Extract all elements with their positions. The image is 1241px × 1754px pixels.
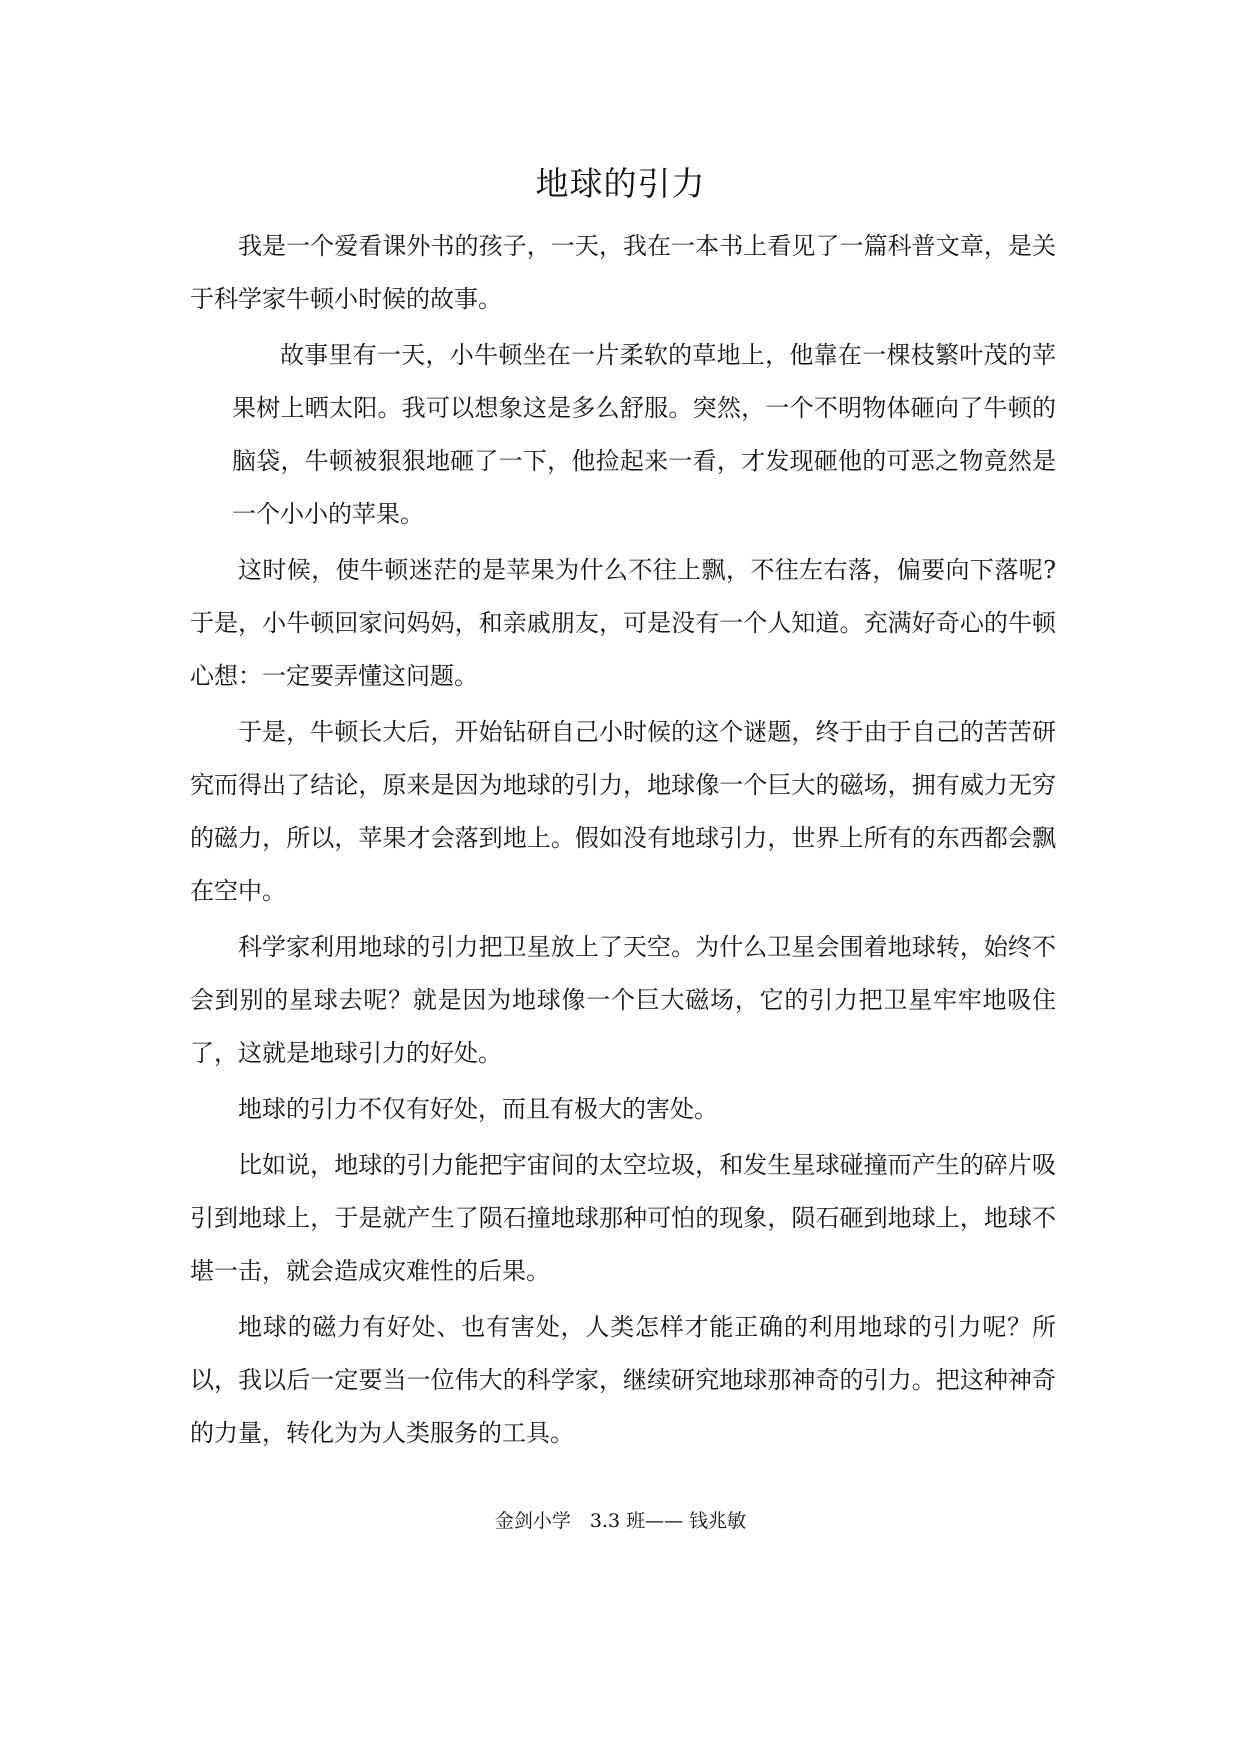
- paragraph-2: 故事里有一天，小牛顿坐在一片柔软的草地上，他靠在一棵枝繁叶茂的苹果树上晒太阳。我可以想象这是多么舒服。突然，一个不明物体砸向了牛顿的脑袋，牛顿被狠狠地砸了一下，他捡起来一看，才发现砸他的可恶之物竟然是一个小小的苹果。: [232, 341, 1056, 528]
- paragraph-1: 我是一个爱看课外书的孩子，一天，我在一本书上看见了一篇科普文章，是关于科学家牛顿小时候的故事。: [190, 232, 1056, 313]
- paragraph-4: 于是，牛顿长大后，开始钻研自己小时候的这个谜题，终于由于自己的苦苦研究而得出了结论，原来是因为地球的引力，地球像一个巨大的磁场，拥有威力无穷的磁力，所以，苹果才会落到地上。假如没有地球引力，世界上所有的东西都会飘在空中。: [190, 718, 1056, 905]
- document-body: [190, 220, 1056, 1463]
- paragraph-8: 地球的磁力有好处、也有害处，人类怎样才能正确的利用地球的引力呢？所以，我以后一定要当一位伟大的科学家，继续研究地球那神奇的引力。把这种神奇的力量，转化为为人类服务的工具。: [190, 1313, 1056, 1447]
- paragraph-6: 地球的引力不仅有好处，而且有极大的害处。: [238, 1095, 718, 1123]
- paragraph-7: 比如说，地球的引力能把宇宙间的太空垃圾，和发生星球碰撞而产生的碎片吸引到地球上，于是就产生了陨石撞地球那种可怕的现象，陨石砸到地球上，地球不堪一击，就会造成灾难性的后果。: [190, 1151, 1056, 1285]
- paragraph-3: 这时候，使牛顿迷茫的是苹果为什么不往上飘，不往左右落，偏要向下落呢?于是，小牛顿回家问妈妈，和亲戚朋友，可是没有一个人知道。充满好奇心的牛顿心想：一定要弄懂这问题。: [190, 556, 1056, 690]
- paragraph-5: 科学家利用地球的引力把卫星放上了天空。为什么卫星会围着地球转，始终不会到别的星球去呢？就是因为地球像一个巨大磁场，它的引力把卫星牢牢地吸住了，这就是地球引力的好处。: [190, 933, 1056, 1067]
- document-title: 地球的引力: [535, 164, 706, 203]
- author-signature: 金剑小学 3.3 班—— 钱兆敏: [494, 1510, 747, 1532]
